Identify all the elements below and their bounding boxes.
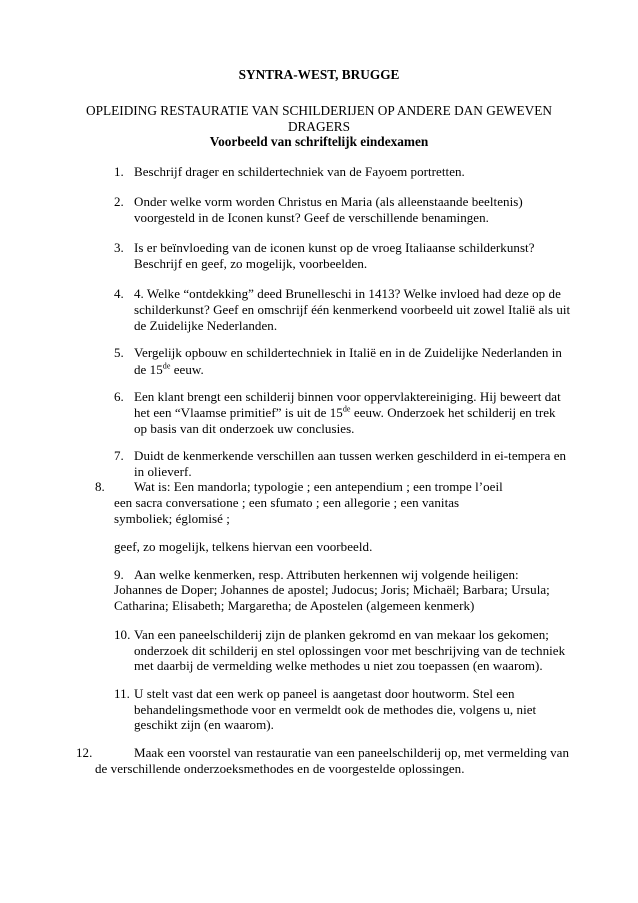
question-text: Aan welke kenmerken, resp. Attributen herkennen wij volgende heiligen:	[134, 567, 519, 582]
question-text: in olieverf.	[134, 464, 192, 479]
question-number: 3.	[114, 240, 124, 255]
question-text: Johannes de Doper; Johannes de apostel; Judocus; Joris; Michaël; Barbara; Ursula;	[114, 582, 550, 597]
question-text: Duidt de kenmerkende verschillen aan tussen werken geschilderd in ei-tempera en	[134, 448, 567, 463]
superscript: de	[162, 361, 171, 371]
question-number: 5.	[114, 345, 124, 360]
question-text	[134, 362, 204, 377]
question-text: Vergelijk opbouw en schildertechniek in Italië en in de Zuidelijke Nederlanden in	[134, 345, 562, 360]
question-text: voorgesteld in de Iconen kunst? Geef de verschillende benamingen.	[134, 210, 489, 225]
course-subtitle-line2: DRAGERS	[287, 119, 351, 134]
question-text: Beschrijf drager en schildertechniek van de Fayoem portretten.	[134, 164, 465, 179]
question-number: 12.	[76, 745, 93, 760]
question-number: 6.	[114, 389, 124, 404]
text-run: het een “Vlaamse primitief” is uit de 15	[134, 405, 343, 420]
question-number: 11.	[114, 686, 130, 701]
question-text: met daarbij de vermelding welke methodes u niet zou toepassen (en waarom).	[134, 658, 543, 673]
question-number: 7.	[114, 448, 124, 463]
question-text: Is er beïnvloeding van de iconen kunst op de vroeg Italiaanse schilderkunst?	[134, 240, 535, 255]
question-text: op basis van dit onderzoek uw conclusies.	[134, 421, 355, 436]
question-number: 2.	[114, 194, 124, 209]
question-number: 1.	[114, 164, 124, 179]
question-text: Maak een voorstel van restauratie van een paneelschilderij op, met vermelding van	[134, 745, 570, 760]
superscript: de	[342, 404, 351, 414]
question-text: Onder welke vorm worden Christus en Maria (als alleenstaande beeltenis)	[134, 194, 523, 209]
question-text: Wat is: Een mandorla; typologie ; een antependium ; een trompe l’oeil	[134, 479, 503, 494]
question-text: onderzoek dit schilderij en stel oplossingen voor met beschrijving van de techniek	[134, 643, 566, 658]
question-number: 8.	[95, 479, 105, 494]
exam-title: Voorbeeld van schriftelijk eindexamen	[209, 134, 429, 149]
question-text: symboliek; églomisé ;	[114, 511, 230, 526]
text-run: eeuw. Onderzoek het schilderij en trek	[350, 405, 556, 420]
document-title: SYNTRA-WEST, BRUGGE	[238, 67, 400, 82]
question-text: Beschrijf en geef, zo mogelijk, voorbeelden.	[134, 256, 368, 271]
question-text: geschikt zijn (en waarom).	[134, 717, 274, 732]
question-text: schilderkunst? Geef en omschrijf één kenmerkend voorbeeld uit zowel Italië als uit	[134, 302, 571, 317]
question-text: de Zuidelijke Nederlanden.	[134, 318, 278, 333]
course-subtitle-line1: OPLEIDING RESTAURATIE VAN SCHILDERIJEN OP ANDERE DAN GEWEVEN	[86, 103, 552, 118]
question-number: 10.	[114, 627, 131, 642]
text-run: eeuw.	[170, 362, 204, 377]
question-text: 4. Welke “ontdekking” deed Brunelleschi in 1413? Welke invloed had deze op de	[134, 286, 561, 301]
question-text: Van een paneelschilderij zijn de planken gekromd en van mekaar los gekomen;	[134, 627, 549, 642]
question-text: geef, zo mogelijk, telkens hiervan een voorbeeld.	[114, 539, 373, 554]
question-text: Een klant brengt een schilderij binnen voor oppervlaktereiniging. Hij beweert dat	[134, 389, 561, 404]
question-text: U stelt vast dat een werk op paneel is aangetast door houtworm. Stel een	[134, 686, 515, 701]
question-text: Catharina; Elisabeth; Margaretha; de Apostelen (algemeen kenmerk)	[114, 598, 475, 613]
question-text: behandelingsmethode voor en vermeldt ook de methodes die, volgens u, niet	[134, 702, 537, 717]
question-text: de verschillende onderzoeksmethodes en de voorgestelde oplossingen.	[95, 761, 465, 776]
question-text: een sacra conversatione ; een sfumato ; een allegorie ; een vanitas	[114, 495, 460, 510]
question-number: 4.	[114, 286, 124, 301]
question-text	[134, 405, 556, 420]
question-number: 9.	[114, 567, 124, 582]
text-run: de 15	[134, 362, 163, 377]
